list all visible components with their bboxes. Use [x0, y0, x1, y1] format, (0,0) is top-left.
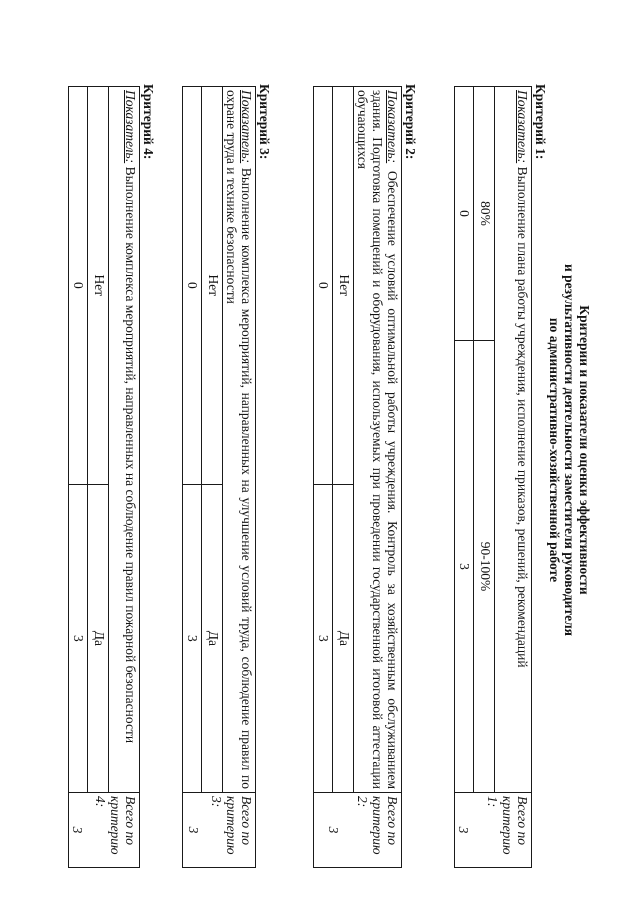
total-score: 3 — [186, 826, 201, 834]
total-label: Всего по критерию 2: — [355, 796, 400, 855]
score-cell: 3 — [455, 340, 474, 792]
scores-row — [314, 87, 333, 868]
options-row — [333, 87, 354, 868]
option-cell: Нет — [88, 87, 109, 485]
total-cell — [69, 793, 140, 868]
indicator-row — [109, 87, 140, 868]
score-cell: 3 — [183, 484, 202, 792]
criterion-3-label: Критерий 3: — [257, 84, 272, 160]
total-score: 3 — [456, 826, 471, 834]
score-cell: 0 — [183, 87, 202, 485]
options-row — [474, 87, 495, 868]
indicator-row — [495, 87, 532, 868]
criterion-1-label: Критерий 1: — [533, 84, 548, 160]
criterion-1-table — [454, 86, 532, 868]
criterion-3-table — [182, 86, 256, 868]
score-cell: 0 — [455, 87, 474, 341]
indicator-row — [354, 87, 402, 868]
scores-row — [183, 87, 202, 868]
indicator-text: Выполнение комплекса мероприятий, направленных на улучшение условий труда, соблюдение правил по охране труда и технике безопасности — [224, 90, 254, 789]
criterion-4-table — [68, 86, 140, 868]
title-line: Критерии и показатели оценки эффективности — [577, 305, 592, 595]
total-cell — [314, 793, 402, 868]
title-line: и результативности деятельности заместителя руководителя — [562, 264, 577, 636]
indicator-text: Обеспечение условий оптимальной работы учреждения. Контроль за хозяйственным обслуживанием здания. Подготовка помещений и оборудования, используемых при проведении государственной итоговой аттестации обучающихся — [355, 90, 400, 789]
total-label: Всего по критерию 4: — [93, 796, 138, 855]
indicator-cell — [223, 87, 256, 793]
total-score: 3 — [70, 826, 85, 834]
title-line: по административно-хозяйственной работе — [547, 317, 562, 583]
option-cell: Да — [88, 484, 109, 792]
indicator-cell — [109, 87, 140, 793]
score-cell: 3 — [314, 484, 333, 792]
indicator-row — [223, 87, 256, 868]
indicator-cell — [354, 87, 402, 793]
indicator-text: Выполнение комплекса мероприятий, направленных на соблюдение правил пожарной безопасности — [123, 163, 138, 744]
score-cell: 0 — [69, 87, 88, 485]
option-cell: Да — [202, 484, 223, 792]
indicator-cell — [495, 87, 532, 793]
total-cell — [455, 793, 532, 868]
options-row — [88, 87, 109, 868]
indicator-prefix: Показатель: — [239, 90, 254, 164]
option-cell: Нет — [333, 87, 354, 485]
total-label: Всего по критерию 1: — [485, 796, 530, 855]
options-row — [202, 87, 223, 868]
criterion-2-table — [313, 86, 402, 868]
option-cell: Да — [333, 484, 354, 792]
scores-row — [69, 87, 88, 868]
indicator-prefix: Показатель: — [515, 90, 530, 164]
total-label: Всего по критерию 3: — [209, 796, 254, 855]
document-title — [547, 40, 592, 860]
scores-row — [455, 87, 474, 868]
total-cell — [183, 793, 256, 868]
total-score: 3 — [326, 826, 341, 834]
indicator-prefix: Показатель: — [123, 90, 138, 164]
score-cell: 0 — [314, 87, 333, 485]
criterion-4-label: Критерий 4: — [141, 84, 156, 160]
criterion-2-label: Критерий 2: — [403, 84, 418, 160]
option-cell: 80% — [474, 87, 495, 341]
indicator-prefix: Показатель: — [385, 90, 400, 164]
option-cell: 90-100% — [474, 340, 495, 792]
score-cell: 3 — [69, 484, 88, 792]
option-cell: Нет — [202, 87, 223, 485]
indicator-text: Выполнение плана работы учреждения, исполнение приказов, решений, рекомендаций — [515, 163, 530, 668]
